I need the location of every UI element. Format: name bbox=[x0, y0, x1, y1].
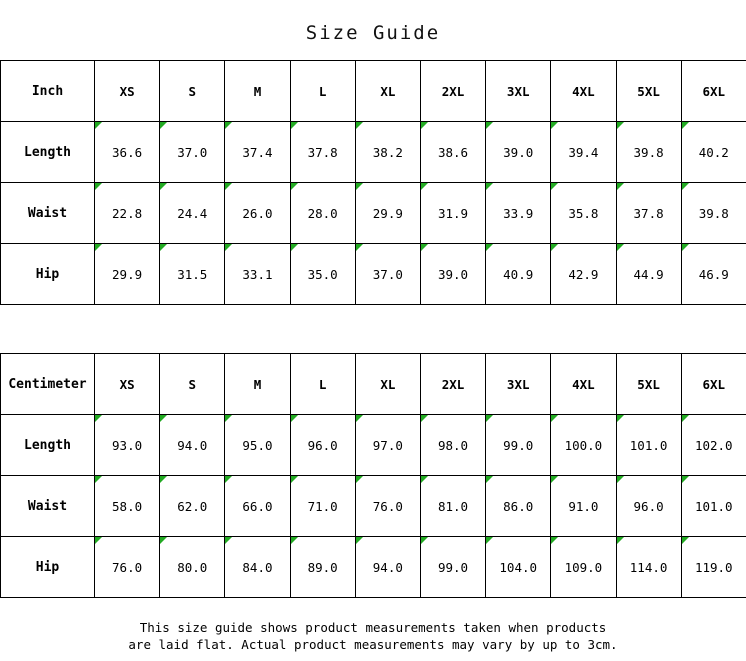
column-header-xl: XL bbox=[355, 354, 420, 415]
unit-label-inch: Inch bbox=[1, 61, 95, 122]
row-label-waist: Waist bbox=[1, 476, 95, 537]
cell-inch-waist-m: 26.0 bbox=[225, 183, 290, 244]
cell-cm-waist-s: 62.0 bbox=[160, 476, 225, 537]
column-header-xs: XS bbox=[95, 61, 160, 122]
column-header-xl: XL bbox=[355, 61, 420, 122]
cell-inch-waist-2xl: 31.9 bbox=[420, 183, 485, 244]
cell-cm-waist-xl: 76.0 bbox=[355, 476, 420, 537]
cell-cm-hip-l: 89.0 bbox=[290, 537, 355, 598]
column-header-s: S bbox=[160, 354, 225, 415]
cell-inch-hip-4xl: 42.9 bbox=[551, 244, 616, 305]
cell-cm-hip-3xl: 104.0 bbox=[486, 537, 551, 598]
column-header-3xl: 3XL bbox=[486, 354, 551, 415]
cell-cm-hip-m: 84.0 bbox=[225, 537, 290, 598]
cell-cm-waist-l: 71.0 bbox=[290, 476, 355, 537]
cell-cm-hip-6xl: 119.0 bbox=[681, 537, 746, 598]
column-header-3xl: 3XL bbox=[486, 61, 551, 122]
cell-inch-length-4xl: 39.4 bbox=[551, 122, 616, 183]
cell-inch-hip-s: 31.5 bbox=[160, 244, 225, 305]
cell-inch-hip-m: 33.1 bbox=[225, 244, 290, 305]
cell-inch-waist-4xl: 35.8 bbox=[551, 183, 616, 244]
cell-inch-length-xl: 38.2 bbox=[355, 122, 420, 183]
column-header-xs: XS bbox=[95, 354, 160, 415]
column-header-l: L bbox=[290, 61, 355, 122]
column-header-6xl: 6XL bbox=[681, 61, 746, 122]
table-row bbox=[1, 183, 746, 244]
cell-cm-length-xs: 93.0 bbox=[95, 415, 160, 476]
column-header-m: M bbox=[225, 354, 290, 415]
cell-inch-hip-2xl: 39.0 bbox=[420, 244, 485, 305]
cell-inch-waist-6xl: 39.8 bbox=[681, 183, 746, 244]
cell-inch-length-xs: 36.6 bbox=[95, 122, 160, 183]
table-row bbox=[1, 244, 746, 305]
column-header-4xl: 4XL bbox=[551, 354, 616, 415]
cell-inch-hip-xl: 37.0 bbox=[355, 244, 420, 305]
column-header-5xl: 5XL bbox=[616, 61, 681, 122]
cell-inch-length-3xl: 39.0 bbox=[486, 122, 551, 183]
footnote-line-2: are laid flat. Actual product measurements may vary by up to 3cm. bbox=[128, 637, 618, 652]
cell-cm-length-6xl: 102.0 bbox=[681, 415, 746, 476]
column-header-2xl: 2XL bbox=[420, 61, 485, 122]
cell-inch-hip-3xl: 40.9 bbox=[486, 244, 551, 305]
size-guide-footnote bbox=[0, 609, 746, 661]
cell-inch-hip-5xl: 44.9 bbox=[616, 244, 681, 305]
cell-cm-length-4xl: 100.0 bbox=[551, 415, 616, 476]
cell-cm-length-s: 94.0 bbox=[160, 415, 225, 476]
cell-cm-hip-4xl: 109.0 bbox=[551, 537, 616, 598]
cell-inch-hip-xs: 29.9 bbox=[95, 244, 160, 305]
cell-cm-length-xl: 97.0 bbox=[355, 415, 420, 476]
column-header-m: M bbox=[225, 61, 290, 122]
cell-cm-waist-3xl: 86.0 bbox=[486, 476, 551, 537]
page-title: Size Guide bbox=[305, 22, 441, 44]
row-label-hip: Hip bbox=[1, 244, 95, 305]
table-header-row bbox=[1, 61, 746, 122]
cell-inch-length-5xl: 39.8 bbox=[616, 122, 681, 183]
cell-inch-waist-l: 28.0 bbox=[290, 183, 355, 244]
column-header-4xl: 4XL bbox=[551, 61, 616, 122]
column-header-s: S bbox=[160, 61, 225, 122]
cell-cm-length-m: 95.0 bbox=[225, 415, 290, 476]
cell-inch-waist-xs: 22.8 bbox=[95, 183, 160, 244]
cell-cm-hip-xl: 94.0 bbox=[355, 537, 420, 598]
table-row bbox=[1, 415, 746, 476]
cell-cm-waist-2xl: 81.0 bbox=[420, 476, 485, 537]
cell-cm-hip-xs: 76.0 bbox=[95, 537, 160, 598]
footnote-line-1: This size guide shows product measurements taken when products bbox=[139, 620, 607, 635]
cell-inch-waist-3xl: 33.9 bbox=[486, 183, 551, 244]
size-table-centimeter bbox=[0, 353, 746, 598]
cell-cm-waist-xs: 58.0 bbox=[95, 476, 160, 537]
cell-cm-length-l: 96.0 bbox=[290, 415, 355, 476]
row-label-hip: Hip bbox=[1, 537, 95, 598]
cell-inch-length-6xl: 40.2 bbox=[681, 122, 746, 183]
cell-inch-hip-6xl: 46.9 bbox=[681, 244, 746, 305]
table-row bbox=[1, 537, 746, 598]
cell-cm-waist-6xl: 101.0 bbox=[681, 476, 746, 537]
column-header-5xl: 5XL bbox=[616, 354, 681, 415]
cell-cm-waist-m: 66.0 bbox=[225, 476, 290, 537]
column-header-6xl: 6XL bbox=[681, 354, 746, 415]
table-row bbox=[1, 476, 746, 537]
cell-cm-hip-s: 80.0 bbox=[160, 537, 225, 598]
cell-cm-hip-5xl: 114.0 bbox=[616, 537, 681, 598]
cell-inch-length-l: 37.8 bbox=[290, 122, 355, 183]
row-label-length: Length bbox=[1, 122, 95, 183]
unit-label-centimeter: Centimeter bbox=[1, 354, 95, 415]
cell-inch-length-s: 37.0 bbox=[160, 122, 225, 183]
table-row bbox=[1, 122, 746, 183]
cell-inch-waist-5xl: 37.8 bbox=[616, 183, 681, 244]
cell-cm-length-5xl: 101.0 bbox=[616, 415, 681, 476]
cell-inch-length-m: 37.4 bbox=[225, 122, 290, 183]
column-header-l: L bbox=[290, 354, 355, 415]
cell-inch-waist-xl: 29.9 bbox=[355, 183, 420, 244]
size-table-inch bbox=[0, 60, 746, 305]
column-header-2xl: 2XL bbox=[420, 354, 485, 415]
cell-inch-waist-s: 24.4 bbox=[160, 183, 225, 244]
cell-cm-waist-4xl: 91.0 bbox=[551, 476, 616, 537]
cell-inch-length-2xl: 38.6 bbox=[420, 122, 485, 183]
row-label-waist: Waist bbox=[1, 183, 95, 244]
row-label-length: Length bbox=[1, 415, 95, 476]
cell-inch-hip-l: 35.0 bbox=[290, 244, 355, 305]
cell-cm-length-2xl: 98.0 bbox=[420, 415, 485, 476]
cell-cm-hip-2xl: 99.0 bbox=[420, 537, 485, 598]
cell-cm-length-3xl: 99.0 bbox=[486, 415, 551, 476]
table-separator bbox=[0, 305, 746, 353]
cell-cm-waist-5xl: 96.0 bbox=[616, 476, 681, 537]
table-header-row bbox=[1, 354, 746, 415]
